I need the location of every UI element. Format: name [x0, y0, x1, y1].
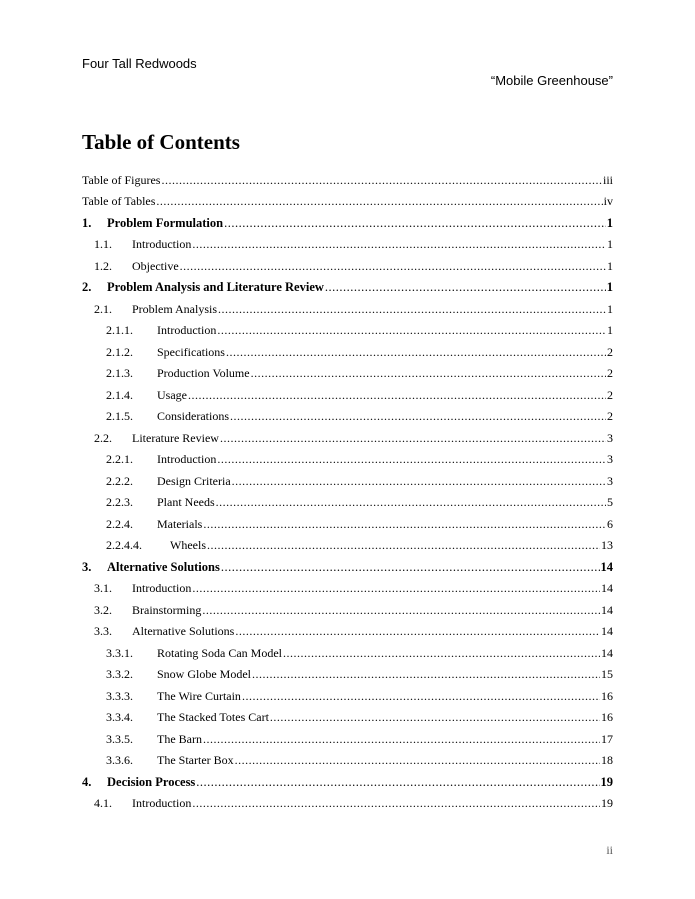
toc-entry-number: 2.2.4.4.	[106, 538, 142, 552]
toc-entry[interactable]	[82, 467, 613, 489]
toc-entry-number: 2.2.1.	[106, 452, 133, 466]
dot-leader	[251, 366, 606, 381]
toc-entry-title: The Stacked Totes Cart	[157, 710, 269, 724]
dot-leader	[242, 689, 600, 704]
dot-leader	[192, 237, 606, 252]
toc-entry-title: Considerations	[157, 409, 229, 423]
dot-leader	[235, 624, 600, 639]
toc-entry-number: 2.2.4.	[106, 516, 133, 531]
dot-leader	[188, 388, 606, 403]
toc-entry-number: 1.	[82, 215, 92, 230]
toc-entry-title: Literature Review	[132, 430, 219, 445]
dot-leader	[216, 495, 606, 510]
toc-entry[interactable]	[82, 618, 613, 640]
toc-entry-number: 3.1.	[94, 581, 112, 595]
header-project-title: “Mobile Greenhouse”	[490, 73, 613, 88]
toc-entry-title: The Starter Box	[157, 753, 234, 767]
header-team-name: Four Tall Redwoods	[82, 56, 197, 71]
toc-entry[interactable]	[82, 661, 613, 683]
toc-entry-page: 2	[607, 366, 613, 380]
dot-leader	[217, 323, 606, 338]
toc-entry-page: 14	[601, 602, 613, 617]
toc-entry-number: 2.1.2.	[106, 344, 133, 359]
toc-entry[interactable]	[82, 532, 613, 554]
toc-entry-page: 1	[607, 323, 613, 337]
toc-entry-title: Alternative Solutions	[107, 559, 220, 574]
dot-leader	[207, 538, 600, 553]
toc-entry-title: Introduction	[132, 796, 192, 810]
toc-entry-page: 16	[601, 688, 613, 703]
toc-entry[interactable]	[82, 188, 613, 210]
toc-entry-title: Plant Needs	[157, 495, 215, 509]
toc-entry-number: 2.1.3.	[106, 366, 133, 380]
toc-entry[interactable]	[82, 575, 613, 597]
dot-leader	[283, 646, 600, 661]
toc-entry-number: 3.3.2.	[106, 667, 133, 681]
toc-entry-number: 3.3.5.	[106, 731, 133, 746]
dot-leader	[203, 732, 600, 747]
dot-leader	[221, 560, 600, 575]
toc-entry-number: 2.2.	[94, 430, 112, 445]
toc-entry-page: 17	[601, 731, 613, 746]
toc-entry[interactable]	[82, 446, 613, 468]
toc-entry-number: 3.2.	[94, 602, 112, 617]
toc-entry-number: 3.	[82, 559, 92, 574]
dot-leader	[232, 474, 606, 489]
toc-entry[interactable]	[82, 639, 613, 661]
toc-entry-title: Production Volume	[157, 366, 250, 380]
toc-entry-title: Rotating Soda Can Model	[157, 645, 282, 660]
toc-entry-page: 3	[607, 473, 613, 488]
toc-entry-title: Table of Figures	[82, 172, 161, 187]
toc-entry-title: Introduction	[132, 581, 192, 595]
toc-entry-page: 3	[607, 452, 613, 466]
toc-entry-title: Snow Globe Model	[157, 667, 251, 681]
toc-entry[interactable]	[82, 209, 613, 231]
toc-entry-number: 3.3.3.	[106, 688, 133, 703]
dot-leader	[325, 280, 606, 295]
dot-leader	[270, 710, 600, 725]
toc-entry-page: 18	[601, 753, 613, 767]
toc-entry-page: 19	[601, 796, 613, 810]
dot-leader	[235, 753, 600, 768]
toc-entry[interactable]	[82, 725, 613, 747]
toc-entry-title: Problem Formulation	[107, 215, 224, 230]
dot-leader	[202, 603, 600, 618]
toc-entry-page: 3	[607, 430, 613, 445]
toc-entry[interactable]	[82, 747, 613, 769]
toc-entry-number: 3.3.6.	[106, 753, 133, 767]
toc-entry[interactable]	[82, 360, 613, 382]
dot-leader	[161, 173, 602, 188]
toc-entry-page: iv	[603, 194, 613, 208]
toc-entry-number: 1.2.	[94, 258, 112, 273]
toc-entry-title: Introduction	[157, 452, 217, 466]
toc-entry-title: Problem Analysis	[132, 301, 218, 316]
toc-entry-number: 3.3.	[94, 624, 112, 638]
toc-entry[interactable]	[82, 295, 613, 317]
toc-entry-number: 4.1.	[94, 796, 112, 810]
toc-entry-title: Materials	[157, 516, 203, 531]
toc-entry-page: 14	[601, 645, 613, 660]
toc-entry[interactable]	[82, 596, 613, 618]
toc-entry-page: 14	[601, 581, 613, 595]
toc-entry-page: 2	[607, 387, 613, 402]
dot-leader	[192, 796, 600, 811]
dot-leader	[180, 259, 606, 274]
toc-entry[interactable]	[82, 252, 613, 274]
toc-entry[interactable]	[82, 790, 613, 812]
toc-entry[interactable]	[82, 510, 613, 532]
toc-entry[interactable]	[82, 682, 613, 704]
toc-entry-page: 1	[606, 215, 613, 230]
toc-entry-number: 2.2.2.	[106, 473, 133, 488]
toc-entry-page: 5	[607, 495, 613, 509]
dot-leader	[252, 667, 600, 682]
toc-entry-page: 1	[607, 258, 613, 273]
dot-leader	[224, 216, 606, 231]
toc-entry-number: 2.1.4.	[106, 387, 133, 402]
toc-entry-page: 15	[601, 667, 613, 681]
footer-page-number: ii	[606, 843, 613, 857]
toc-entry-title: Objective	[132, 258, 179, 273]
toc-entry[interactable]	[82, 317, 613, 339]
toc-entry[interactable]	[82, 553, 613, 575]
toc-entry-title: Brainstorming	[132, 602, 202, 617]
dot-leader	[220, 431, 606, 446]
toc-entry-page: 1	[607, 301, 613, 316]
toc-entry-page: 13	[601, 538, 613, 552]
toc-entry-page: 16	[601, 710, 613, 724]
toc-entry-title: Table of Tables	[82, 194, 156, 208]
dot-leader	[226, 345, 606, 360]
toc-entry-title: Introduction	[132, 237, 192, 251]
toc-entry-title: Introduction	[157, 323, 217, 337]
toc-entry-title: Decision Process	[107, 774, 196, 789]
toc-entry[interactable]	[82, 768, 613, 790]
toc-entry-title: Problem Analysis and Literature Review	[107, 280, 324, 294]
toc-entry-number: 2.1.	[94, 301, 112, 316]
dot-leader	[218, 302, 606, 317]
toc-entry-number: 1.1.	[94, 237, 112, 251]
toc-entry-page: 6	[607, 516, 613, 531]
dot-leader	[217, 452, 606, 467]
toc-entry-page: 2	[607, 409, 613, 423]
toc-entry-number: 3.3.4.	[106, 710, 133, 724]
toc-entry[interactable]	[82, 274, 613, 296]
toc-entry-title: The Barn	[157, 731, 202, 746]
toc-entry-page: 2	[607, 344, 613, 359]
toc-entry-title: The Wire Curtain	[157, 688, 241, 703]
toc-entry-number: 2.1.1.	[106, 323, 133, 337]
toc-entry-number: 4.	[82, 774, 92, 789]
toc-entry[interactable]	[82, 489, 613, 511]
toc-entry[interactable]	[82, 381, 613, 403]
toc-entry-title: Usage	[157, 387, 187, 402]
toc-entry-page: 1	[607, 237, 613, 251]
toc-entry-title: Wheels	[170, 538, 206, 552]
toc-entry-page: 19	[600, 774, 613, 789]
dot-leader	[192, 581, 600, 596]
toc-entry[interactable]	[82, 704, 613, 726]
toc-entry[interactable]	[82, 403, 613, 425]
toc-entry-number: 2.2.3.	[106, 495, 133, 509]
dot-leader	[156, 194, 602, 209]
toc-entry-page: 1	[606, 280, 613, 294]
toc-entry[interactable]	[82, 338, 613, 360]
dot-leader	[196, 775, 599, 790]
toc-entry-page: iii	[602, 172, 613, 187]
toc-entry-title: Design Criteria	[157, 473, 231, 488]
toc-entry-title: Specifications	[157, 344, 225, 359]
dot-leader	[203, 517, 606, 532]
toc-entry-number: 2.1.5.	[106, 409, 133, 423]
dot-leader	[230, 409, 606, 424]
toc-entry[interactable]	[82, 231, 613, 253]
page-title: Table of Contents	[82, 130, 240, 154]
toc-entry-number: 2.	[82, 280, 92, 294]
toc-entry-title: Alternative Solutions	[132, 624, 235, 638]
toc-entry-number: 3.3.1.	[106, 645, 133, 660]
toc-entry[interactable]	[82, 424, 613, 446]
toc-entry-page: 14	[600, 559, 613, 574]
toc-entry[interactable]	[82, 166, 613, 188]
table-of-contents	[82, 166, 613, 811]
toc-entry-page: 14	[601, 624, 613, 638]
